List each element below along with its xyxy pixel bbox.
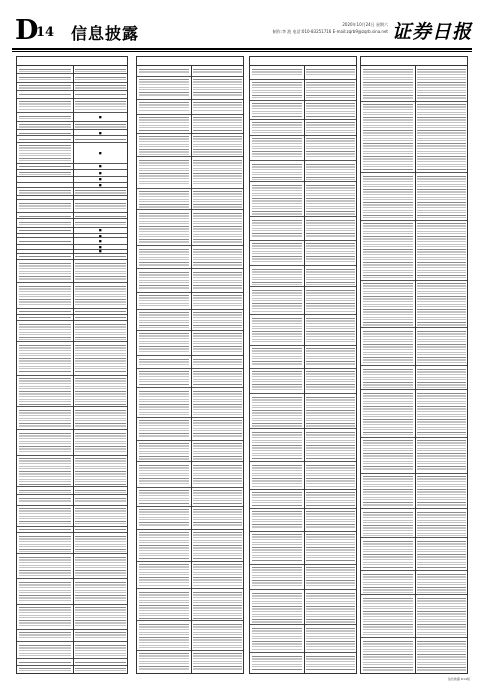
- col-4-table: [361, 66, 467, 673]
- text-block: [137, 356, 191, 369]
- text-block: [250, 162, 304, 183]
- text-block: [73, 430, 129, 455]
- text-block: [250, 394, 304, 429]
- text-block: [191, 562, 245, 590]
- text-block: [361, 366, 415, 390]
- text-block: [191, 589, 245, 621]
- text-block: [137, 369, 191, 388]
- text-block: [17, 219, 73, 227]
- text-block: [250, 241, 304, 267]
- table-mark: ■: [98, 228, 102, 233]
- text-block: [73, 321, 129, 342]
- text-block: [361, 390, 415, 438]
- text-block: [250, 509, 304, 532]
- text-block: [250, 625, 304, 653]
- text-block: [191, 310, 245, 331]
- text-block: [137, 66, 191, 77]
- col-2: [136, 56, 244, 674]
- col-1-header: [17, 57, 127, 66]
- text-block: [304, 66, 358, 80]
- text-block: [191, 418, 245, 441]
- text-block: [17, 113, 73, 121]
- text-block: [415, 509, 469, 538]
- text-block: [73, 666, 129, 674]
- text-block: [304, 532, 358, 565]
- header-rule-thick: [12, 48, 472, 50]
- text-block: [17, 283, 73, 308]
- text-block: [250, 653, 304, 674]
- text-block: [361, 474, 415, 510]
- column-divider: [73, 66, 74, 673]
- text-block: [191, 66, 245, 77]
- text-block: [137, 488, 191, 507]
- section-title: 信息披露: [71, 24, 140, 43]
- text-block: [17, 170, 73, 177]
- text-block: [17, 430, 73, 455]
- table-mark: ■: [98, 171, 102, 176]
- text-block: [304, 241, 358, 267]
- text-block: [304, 287, 358, 315]
- text-block: [17, 260, 73, 283]
- text-block: [415, 571, 469, 595]
- text-block: [73, 506, 129, 527]
- table-mark: ■: [98, 130, 102, 135]
- text-block: [191, 356, 245, 369]
- text-block: [250, 315, 304, 345]
- text-block: [73, 533, 129, 554]
- text-block: [191, 100, 245, 115]
- table-mark: ■: [98, 249, 102, 254]
- table-mark: ■: [98, 182, 102, 187]
- text-block: [361, 221, 415, 281]
- text-block: [17, 99, 73, 114]
- col-3: [249, 56, 357, 674]
- text-block: [191, 621, 245, 651]
- text-block: [304, 162, 358, 183]
- text-block: [73, 83, 129, 91]
- text-block: [415, 390, 469, 438]
- text-block: [191, 77, 245, 100]
- text-block: [191, 441, 245, 462]
- text-block: [304, 315, 358, 345]
- text-block: [191, 189, 245, 210]
- text-block: [361, 538, 415, 571]
- column-divider: [415, 66, 416, 673]
- date-line: 2020年10月24日 星期六: [342, 22, 388, 27]
- text-block: [17, 642, 73, 659]
- table-mark: ■: [98, 244, 102, 249]
- text-block: [17, 66, 73, 74]
- text-block: [304, 80, 358, 101]
- text-block: [73, 554, 129, 579]
- text-block: [361, 638, 415, 674]
- table-mark: ■: [98, 114, 102, 119]
- text-block: [17, 376, 73, 408]
- text-block: [137, 331, 191, 356]
- text-block: [415, 366, 469, 390]
- text-block: [17, 188, 73, 196]
- text-block: [17, 533, 73, 554]
- text-block: [415, 66, 469, 102]
- table-mark: ■: [98, 150, 102, 155]
- text-block: [191, 210, 245, 246]
- text-block: [361, 102, 415, 174]
- col-4-subcolumn: [415, 66, 469, 673]
- column-divider: [191, 66, 192, 673]
- text-block: [137, 269, 191, 292]
- text-block: [415, 173, 469, 221]
- text-block: [361, 281, 415, 329]
- text-block: [73, 260, 129, 283]
- text-block: [17, 321, 73, 342]
- text-block: [73, 122, 129, 130]
- text-block: [304, 490, 358, 509]
- text-block: [17, 630, 73, 643]
- text-block: [415, 281, 469, 329]
- text-block: [73, 495, 129, 506]
- text-block: [361, 173, 415, 221]
- text-block: [191, 530, 245, 562]
- text-block: [304, 101, 358, 120]
- text-block: [191, 462, 245, 487]
- text-block: [73, 283, 129, 308]
- text-block: [17, 506, 73, 527]
- text-block: [73, 113, 129, 121]
- table-mark: ■: [98, 238, 102, 243]
- text-block: [73, 630, 129, 643]
- text-block: [304, 462, 358, 490]
- text-block: [137, 621, 191, 651]
- text-block: [191, 246, 245, 269]
- text-block: [17, 83, 73, 91]
- newspaper-logo: 证券日报: [391, 21, 472, 43]
- text-block: [304, 653, 358, 674]
- text-block: [17, 74, 73, 82]
- text-block: [137, 293, 191, 310]
- text-block: [191, 369, 245, 388]
- col-4-subcolumn: [361, 66, 415, 673]
- text-block: [73, 66, 129, 74]
- text-block: [361, 509, 415, 538]
- text-block: [73, 456, 129, 488]
- text-block: [250, 120, 304, 136]
- text-block: [73, 143, 129, 164]
- text-block: [304, 217, 358, 240]
- text-block: [250, 287, 304, 315]
- text-block: [361, 328, 415, 366]
- text-block: [250, 217, 304, 240]
- col-1-subcolumn: [17, 66, 73, 673]
- text-block: [250, 590, 304, 625]
- text-block: [250, 101, 304, 120]
- text-block: [137, 157, 191, 189]
- text-block: [137, 651, 191, 674]
- text-block: [73, 99, 129, 114]
- text-block: [250, 266, 304, 287]
- text-block: [250, 462, 304, 490]
- masthead: [12, 16, 472, 46]
- text-block: [17, 200, 73, 213]
- text-block: [304, 120, 358, 136]
- col-3-table: [250, 66, 356, 673]
- col-1-subcolumn: [73, 66, 129, 673]
- text-block: [250, 80, 304, 101]
- table-mark: ■: [98, 177, 102, 182]
- text-block: [73, 605, 129, 630]
- text-block: [304, 429, 358, 462]
- text-block: [137, 134, 191, 157]
- text-block: [250, 490, 304, 509]
- text-block: [17, 407, 73, 430]
- text-block: [250, 136, 304, 162]
- text-block: [415, 102, 469, 174]
- text-block: [250, 66, 304, 80]
- text-block: [73, 219, 129, 227]
- text-block: [415, 221, 469, 281]
- col-2-header: [137, 57, 243, 66]
- text-block: [17, 456, 73, 488]
- column-divider: [304, 66, 305, 673]
- text-block: [137, 100, 191, 115]
- text-block: [361, 571, 415, 595]
- text-block: [361, 438, 415, 474]
- text-block: [304, 266, 358, 287]
- col-2-subcolumn: [191, 66, 245, 673]
- text-block: [250, 429, 304, 462]
- text-block: [137, 388, 191, 418]
- text-block: [17, 554, 73, 579]
- text-block: [17, 666, 73, 674]
- text-block: [415, 474, 469, 510]
- text-block: [191, 507, 245, 530]
- col-4-header: [361, 57, 467, 66]
- text-block: [73, 642, 129, 659]
- text-block: [304, 590, 358, 625]
- text-block: [250, 182, 304, 217]
- text-block: [137, 115, 191, 134]
- page-letter: D: [15, 15, 39, 46]
- text-block: [17, 605, 73, 630]
- text-block: [304, 509, 358, 532]
- text-block: [73, 74, 129, 82]
- table-mark: ■: [98, 234, 102, 238]
- text-block: [73, 188, 129, 196]
- text-block: [137, 77, 191, 100]
- text-block: [73, 579, 129, 604]
- text-block: [17, 122, 73, 130]
- page-footer: 信息披露 D14版: [447, 677, 470, 681]
- text-block: [250, 346, 304, 369]
- text-block: [415, 538, 469, 571]
- editor-line: 制作:李 波 电话:010-83251716 E-mail:zqrb9@zqrb.sina.net: [272, 29, 388, 34]
- text-block: [137, 246, 191, 269]
- text-block: [304, 369, 358, 395]
- col-2-subcolumn: [137, 66, 191, 673]
- text-block: [191, 331, 245, 356]
- col-1: [16, 56, 128, 674]
- text-block: [73, 487, 129, 495]
- page-number: 14: [36, 25, 55, 40]
- text-block: [304, 136, 358, 162]
- col-3-header: [250, 57, 356, 66]
- text-block: [415, 595, 469, 638]
- text-block: [137, 310, 191, 331]
- text-block: [304, 346, 358, 369]
- text-block: [73, 200, 129, 213]
- text-block: [17, 579, 73, 604]
- text-block: [191, 488, 245, 507]
- text-block: [191, 651, 245, 674]
- text-block: [415, 328, 469, 366]
- text-block: [73, 91, 129, 98]
- text-block: [73, 170, 129, 177]
- col-3-subcolumn: [250, 66, 304, 673]
- text-block: [137, 530, 191, 562]
- text-block: [137, 441, 191, 462]
- text-block: [191, 269, 245, 292]
- text-block: [17, 342, 73, 376]
- text-block: [191, 157, 245, 189]
- text-block: [73, 342, 129, 376]
- text-block: [415, 438, 469, 474]
- text-block: [137, 462, 191, 487]
- text-block: [361, 66, 415, 102]
- text-block: [17, 487, 73, 495]
- text-block: [17, 91, 73, 98]
- col-2-table: [137, 66, 243, 673]
- text-block: [191, 388, 245, 418]
- text-block: [137, 210, 191, 246]
- text-block: [137, 418, 191, 441]
- text-block: [137, 507, 191, 530]
- text-block: [361, 595, 415, 638]
- col-1-table: [17, 66, 127, 673]
- text-block: [73, 407, 129, 430]
- text-block: [250, 532, 304, 565]
- header-rule-thin: [12, 51, 472, 52]
- text-block: [191, 115, 245, 134]
- text-block: [191, 293, 245, 310]
- col-3-subcolumn: [304, 66, 358, 673]
- text-block: [137, 562, 191, 590]
- text-block: [304, 625, 358, 653]
- text-block: [250, 565, 304, 591]
- text-block: [137, 589, 191, 621]
- text-block: [250, 369, 304, 395]
- text-block: [73, 376, 129, 408]
- table-mark: ■: [98, 164, 102, 169]
- text-block: [415, 638, 469, 674]
- text-block: [137, 189, 191, 210]
- text-block: [304, 182, 358, 217]
- text-block: [304, 394, 358, 429]
- text-block: [191, 134, 245, 157]
- text-block: [17, 495, 73, 506]
- col-4: [360, 56, 468, 674]
- text-block: [17, 143, 73, 164]
- text-block: [304, 565, 358, 591]
